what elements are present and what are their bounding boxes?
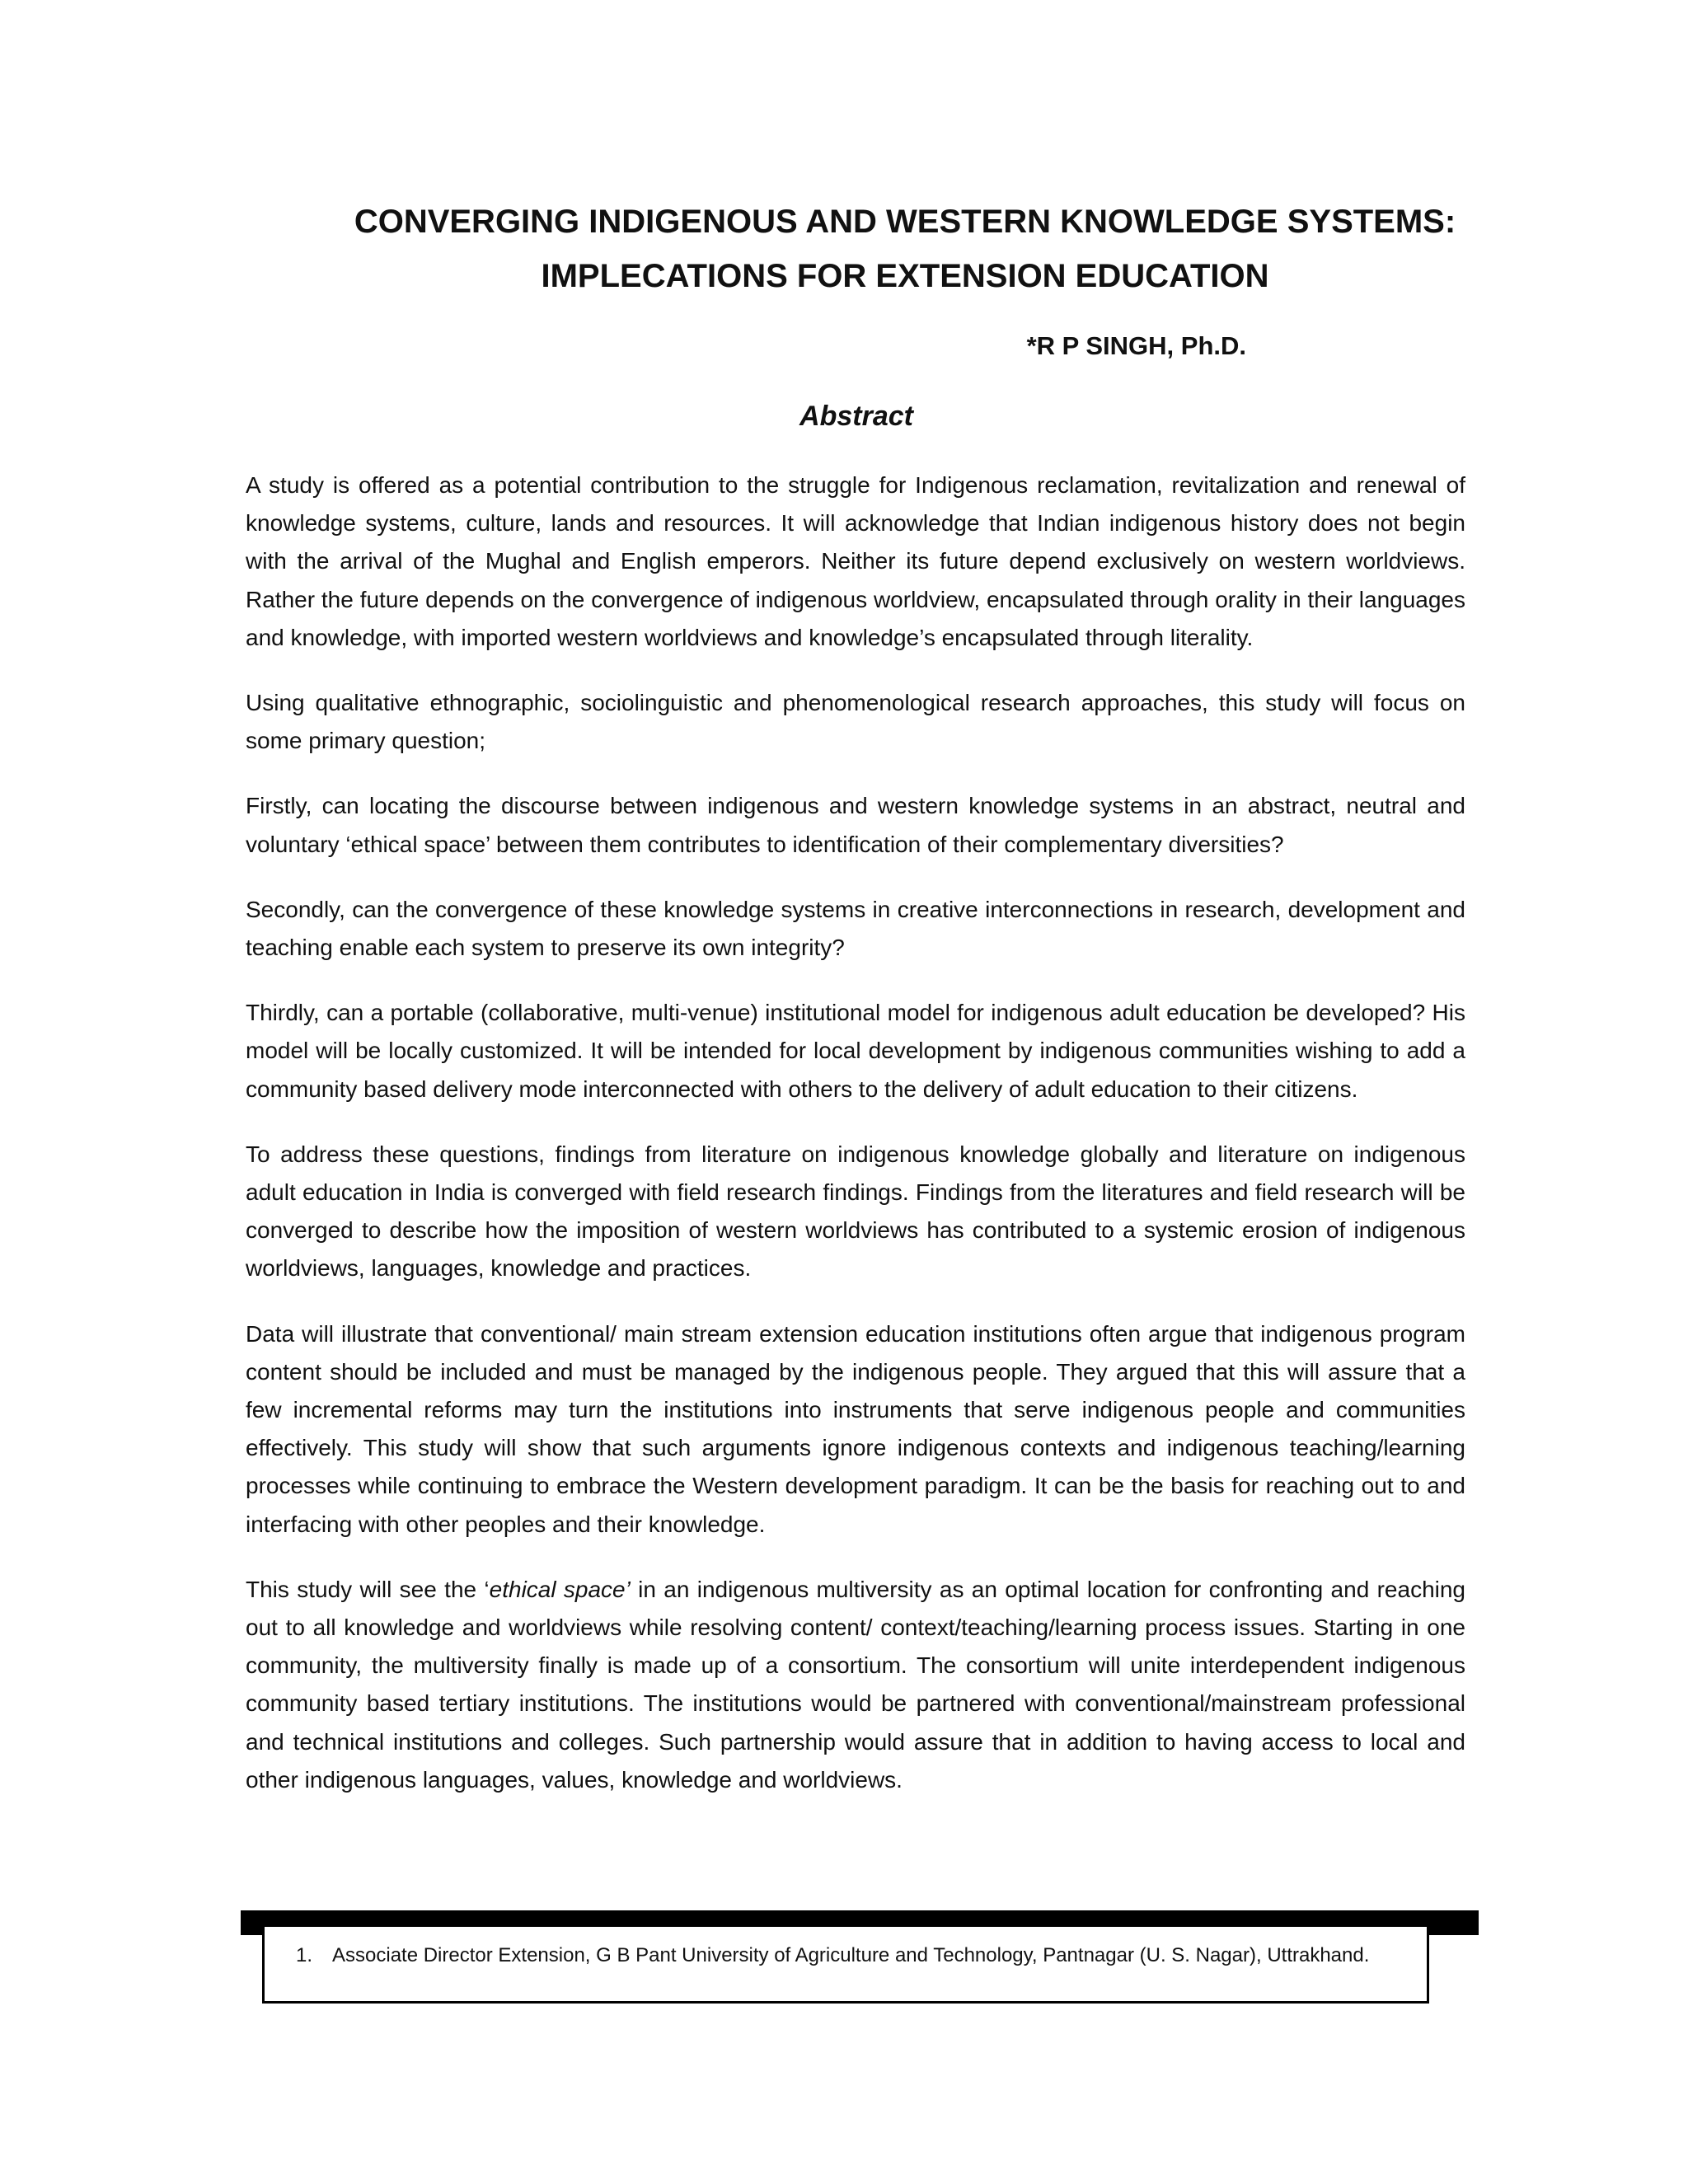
abstract-body [246,466,1465,1826]
abstract-paragraph-4: Secondly, can the convergence of these knowledge systems in creative interconnections in research, development and teaching enable each system to preserve its own integrity? [246,896,1465,961]
author-line: *R P SINGH, Ph.D. [1026,331,1246,360]
abstract-paragraph-1: A study is offered as a potential contribution to the struggle for Indigenous reclamation, revitalization and renewal of knowledge systems, culture, lands and resources. It will acknowledge that Indian indigenous history does not begin with the arrival of the Mughal and English emperors. Neither its future depend exclusively on western worldviews. Rather the future depends on the convergence of indigenous worldview, encapsulated through orality in their languages and knowledge, with imported western worldviews and knowledge’s encapsulated through literality. [246,472,1465,650]
abstract-paragraph-6: To address these questions, findings from literature on indigenous knowledge globally and literature on indigenous adult education in India is converged with field research findings. Findings from the literatures and field research will be converged to describe how the imposition of western worldviews has contributed to a systemic erosion of indigenous worldviews, languages, knowledge and practices. [246,1141,1465,1282]
abstract-paragraph-7: Data will illustrate that conventional/ main stream extension education institutions often argue that indigenous program content should be included and must be managed by the indigenous people. They argued that this will assure that a few incremental reforms may turn the institutions into instruments that serve indigenous people and communities effectively. This study will show that such arguments ignore indigenous contexts and indigenous teaching/learning processes while continuing to embrace the Western development paradigm. It can be the basis for reaching out to and interfacing with other peoples and their knowledge. [246,1320,1465,1537]
footnote-number: 1. [295,1944,312,1966]
abstract-heading: Abstract [799,401,913,432]
abstract-paragraph-3: Firstly, can locating the discourse between indigenous and western knowledge systems in an abstract, neutral and voluntary ‘ethical space’ between them contributes to identification of their complementary diversities? [246,793,1465,857]
paragraph-8-rest: in an indigenous multiversity as an optimal location for confronting and reaching out to all knowledge and worldviews while resolving content/ context/teaching/learning process issues. Starting in one community, the multiversity finally is made up of a consortium. The consortium will unite interdependent indigenous community based tertiary institutions. The institutions would be partnered with conventional/mainstream professional and technical institutions and colleges. Such partnership would assure that in addition to having access to local and other indigenous languages, values, knowledge and worldviews. [246,1576,1466,1793]
abstract-paragraph-2: Using qualitative ethnographic, sociolinguistic and phenomenological research approaches, this study will focus on some primary question; [246,690,1465,754]
paragraph-8-lead: This study will see the ‘ [246,1576,490,1602]
footnote-box [262,1924,1429,2004]
paper-title-line-1: CONVERGING INDIGENOUS AND WESTERN KNOWLEDGE SYSTEMS: [354,204,1456,240]
abstract-paragraph-8 [246,1571,1465,1799]
footnote-item [295,1938,1387,1972]
abstract-paragraph-5: Thirdly, can a portable (collaborative, multi-venue) institutional model for indigenous adult education be developed? His model will be locally customized. It will be intended for local development by indigenous communities wishing to add a community based delivery mode interconnected with others to the delivery of adult education to their citizens. [246,1000,1465,1102]
paper-title [246,194,1564,303]
footnote-text: Associate Director Extension, G B Pant University of Agriculture and Technology, Pantnagar (U. S. Nagar), Uttrakhand. [332,1944,1370,1966]
paper-title-line-2: IMPLECATIONS FOR EXTENSION EDUCATION [541,258,1269,294]
ethical-space-emphasis: ethical space’ [489,1576,631,1602]
